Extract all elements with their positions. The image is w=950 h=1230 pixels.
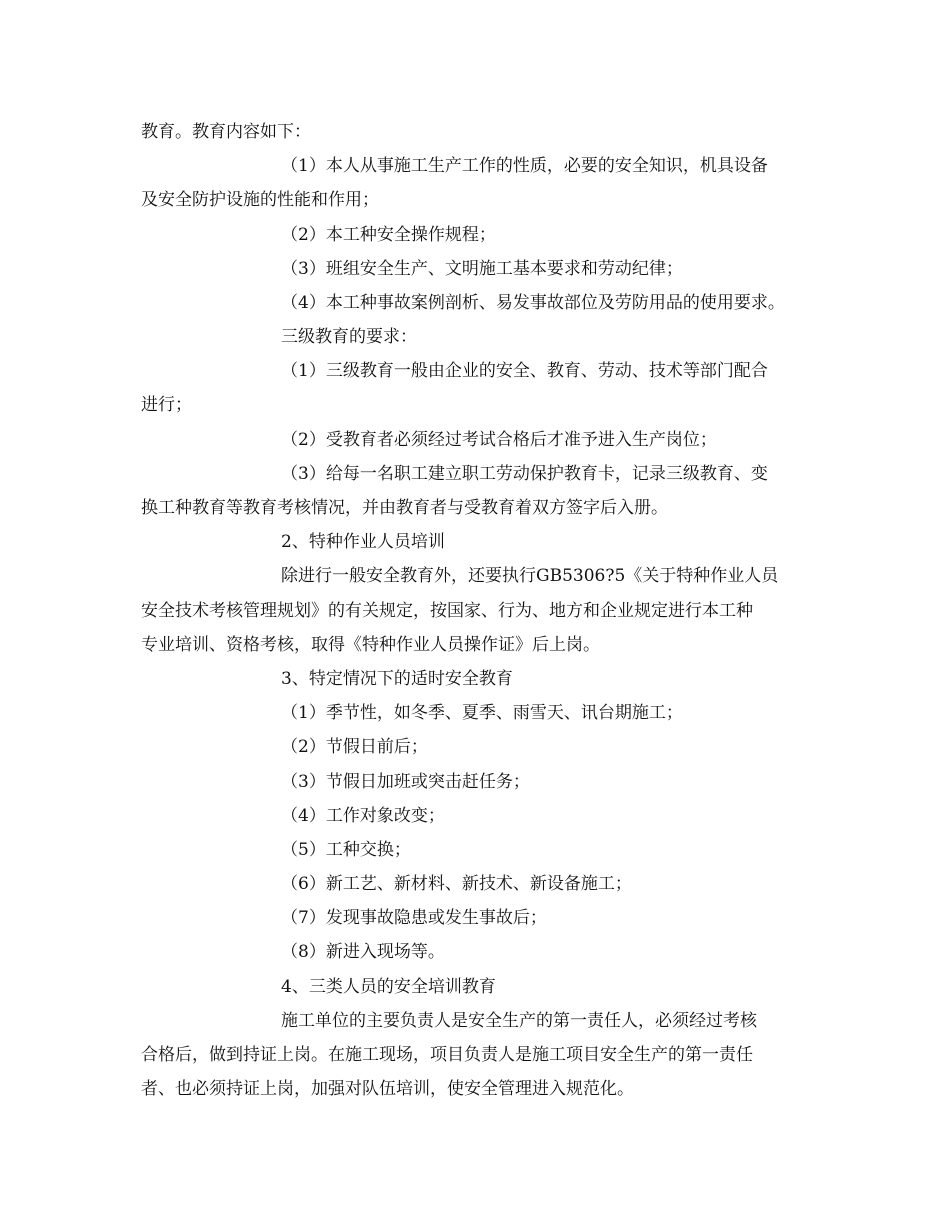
section-heading: 2、特种作业人员培训 xyxy=(281,532,445,552)
text-line: 合格后，做到持证上岗。在施工现场，项目负责人是施工项目安全生产的第一责任 xyxy=(141,1045,753,1065)
list-item: （1）季节性，如冬季、夏季、雨雪天、讯台期施工； xyxy=(281,703,683,723)
text-line: 进行； xyxy=(141,395,192,415)
list-item: （6）新工艺、新材料、新技术、新设备施工； xyxy=(281,874,632,894)
text-line: 施工单位的主要负责人是安全生产的第一责任人，必须经过考核 xyxy=(281,1011,757,1031)
text-line: 及安全防护设施的性能和作用； xyxy=(141,190,379,210)
list-item: （2）节假日前后； xyxy=(281,737,428,757)
list-item: （4）工作对象改变； xyxy=(281,806,445,826)
list-item: （3）节假日加班或突击赶任务； xyxy=(281,772,530,792)
text-line: （4）本工种事故案例剖析、易发事故部位及劳防用品的使用要求。 xyxy=(281,293,785,313)
text-line: （2）本工种安全操作规程； xyxy=(281,225,496,245)
list-item: （8）新进入现场等。 xyxy=(281,942,445,962)
text-line: （3）给每一名职工建立职工劳动保护教育卡，记录三级教育、变 xyxy=(281,464,768,484)
text-line: （2）受教育者必须经过考试合格后才准予进入生产岗位； xyxy=(281,430,717,450)
text-line: 专业培训、资格考核，取得《特种作业人员操作证》后上岗。 xyxy=(141,635,600,655)
text-line: 除进行一般安全教育外，还要执行GB5306?5《关于特种作业人员 xyxy=(281,566,779,586)
text-line: 三级教育的要求： xyxy=(281,327,417,347)
text-line: 者、也必须持证上岗，加强对队伍培训，使安全管理进入规范化。 xyxy=(141,1079,634,1099)
text-line: （3）班组安全生产、文明施工基本要求和劳动纪律； xyxy=(281,259,683,279)
text-line: （1）三级教育一般由企业的安全、教育、劳动、技术等部门配合 xyxy=(281,361,768,381)
section-heading: 4、三类人员的安全培训教育 xyxy=(281,977,496,997)
text-line: 教育。教育内容如下： xyxy=(141,122,311,142)
list-item: （7）发现事故隐患或发生事故后； xyxy=(281,908,547,928)
text-line: 换工种教育等教育考核情况，并由教育者与受教育着双方签字后入册。 xyxy=(141,498,668,518)
text-line: 安全技术考核管理规划》的有关规定，按国家、行为、地方和企业规定进行本工种 xyxy=(141,601,753,621)
text-line: （1）本人从事施工生产工作的性质，必要的安全知识，机具设备 xyxy=(281,156,768,176)
list-item: （5）工种交换； xyxy=(281,840,411,860)
section-heading: 3、特定情况下的适时安全教育 xyxy=(281,669,513,689)
